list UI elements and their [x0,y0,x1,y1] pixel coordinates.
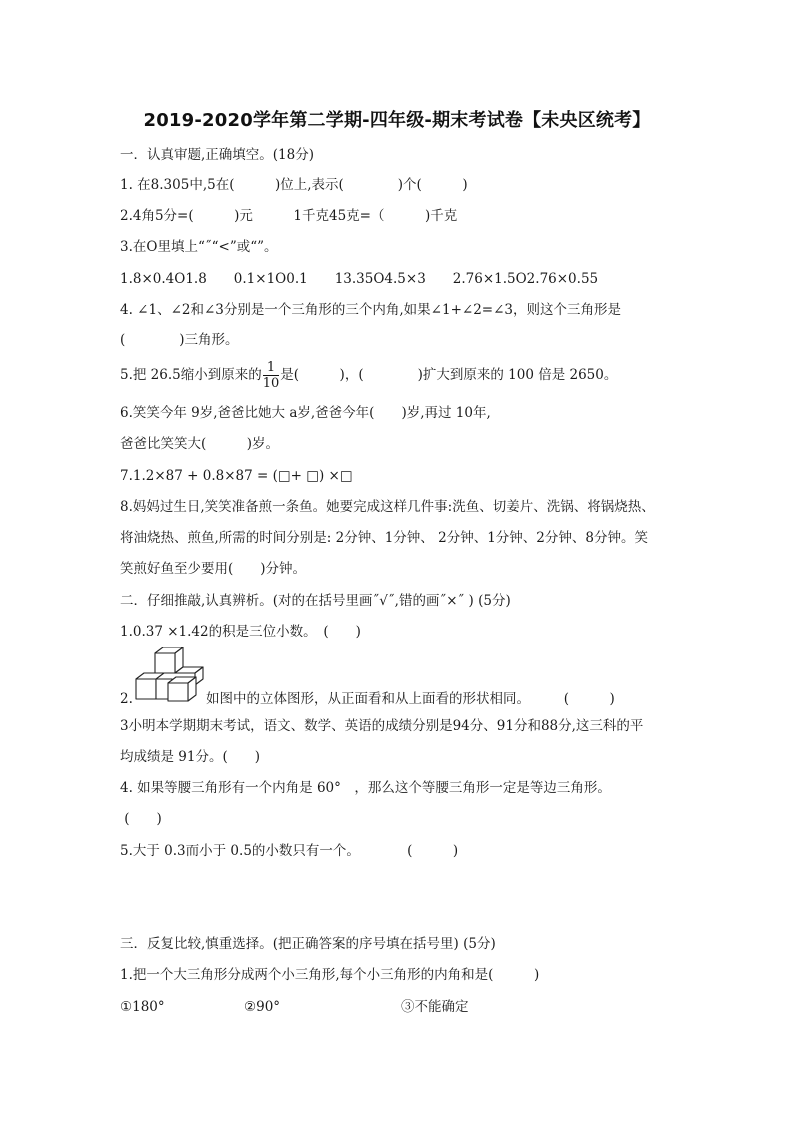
question-1-3-items: 1.8×0.4O1.8 0.1×1O0.1 13.35O4.5×3 2.76×1.5O2.76×0.55 [120,271,599,287]
option-1: ①180° [120,999,165,1015]
question-1-8-line3: 笑煎好鱼至少要用( )分钟。 [120,561,307,577]
question-2-2-number: 2. [120,691,133,707]
question-2-2: 如图中的立体图形，从正面看和从上面看的形状相同。 ( ) [206,691,615,707]
question-1-5-after: 是( )，( )扩大到原来的 100 倍是 2650。 [280,367,618,383]
section3-heading: 三．反复比较,慎重选择。(把正确答案的序号填在括号里) (5分) [120,936,496,952]
page-title: 2019-2020学年第二学期-四年级-期末考试卷【未央区统考】 [143,110,651,131]
question-1-1: 1. 在8.305中,5在( )位上,表示( )个( ) [120,177,468,193]
fraction-denominator: 10 [262,376,280,391]
question-1-2: 2.4角5分=( )元 1千克45克=（ )千克 [120,208,458,224]
question-2-4-line2: ( ) [120,811,162,827]
question-3-1: 1.把一个大三角形分成两个小三角形,每个小三角形的内角和是( ) [120,967,540,983]
question-1-8-line1: 8.妈妈过生日,笑笑准备煎一条鱼。她要完成这样几件事:洗鱼、切姜片、洗锅、将锅烧热、 [120,499,655,515]
cube-stack-icon [133,647,207,702]
question-2-3-line1: 3小明本学期期末考试，语文、数学、英语的成绩分别是94分、91分和88分,这三科的平 [120,718,644,734]
question-1-6-line1: 6.笑笑今年 9岁,爸爸比她大 a岁,爸爸今年( )岁,再过 10年, [120,405,491,421]
question-1-8-line2: 将油烧热、煎鱼,所需的时间分别是: 2分钟、1分钟、 2分钟、1分钟、2分钟、8分钟。笑 [120,530,648,546]
question-1-7: 7.1.2×87 + 0.8×87 = (□+ □) ×□ [120,468,353,484]
option-3: ③不能确定 [401,999,469,1015]
question-1-3: 3.在O里填上“˝“<”或“”。 [120,239,278,255]
question-2-4-line1: 4. 如果等腰三角形有一个内角是 60° ，那么这个等腰三角形一定是等边三角形。 [120,780,611,796]
fraction-numerator: 1 [263,360,280,376]
question-2-3-line2: 均成绩是 91分。( ) [120,749,261,765]
question-1-6-line2: 爸爸比笑笑大( )岁。 [120,436,280,452]
question-1-4-line2: ( )三角形。 [120,332,239,348]
question-1-4-line1: 4. ∠1、∠2和∠3分别是一个三角形的三个内角,如果∠1+∠2=∠3，则这个三角形是 [120,302,621,318]
option-2: ②90° [244,999,281,1015]
section1-heading: 一．认真审题,正确填空。(18分) [120,147,315,163]
fraction [263,360,280,391]
question-1-5-before: 5.把 26.5缩小到原来的 [120,367,262,383]
question-2-5: 5.大于 0.3而小于 0.5的小数只有一个。 ( ) [120,843,459,859]
section2-heading: 二．仔细推敲,认真辨析。(对的在括号里画˝√˝,错的画˝×˝ ) (5分) [120,593,511,609]
question-2-1: 1.0.37 ×1.42的积是三位小数。 ( ) [120,624,361,640]
question-1-5 [120,358,617,392]
